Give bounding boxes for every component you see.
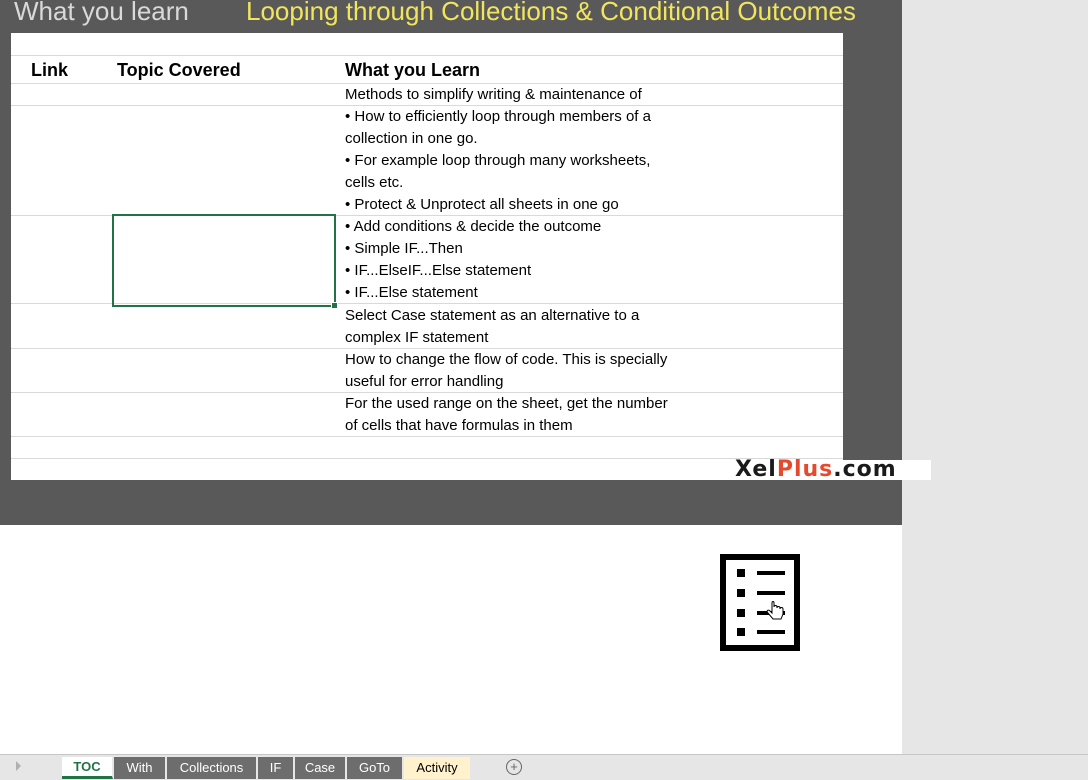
tab-goto[interactable]: GoTo <box>347 757 403 779</box>
scroll-tabs-arrow-icon[interactable] <box>16 761 21 771</box>
cell-text[interactable]: • Protect & Unprotect all sheets in one go <box>345 196 619 213</box>
fill-handle[interactable] <box>331 302 338 309</box>
cell-text[interactable]: Select Case statement as an alternative to a <box>345 307 640 324</box>
cell-text[interactable]: • Simple IF...Then <box>345 240 463 257</box>
list-checklist-icon[interactable] <box>720 554 800 651</box>
cell-text[interactable]: collection in one go. <box>345 130 478 147</box>
column-header-topic: Topic Covered <box>117 60 241 80</box>
outside-sheet-area <box>902 0 1088 754</box>
cell-text[interactable]: For the used range on the sheet, get the number <box>345 395 668 412</box>
logo-part1: Xel <box>735 457 777 482</box>
tab-case[interactable]: Case <box>295 757 346 779</box>
tab-activity[interactable]: Activity <box>404 757 471 779</box>
cell-text[interactable]: of cells that have formulas in them <box>345 417 573 434</box>
column-header-learn: What you Learn <box>345 60 481 80</box>
cell-text[interactable]: • For example loop through many worksheets, <box>345 152 651 169</box>
cell-text[interactable]: • Add conditions & decide the outcome <box>345 218 602 235</box>
cell-text[interactable]: • IF...Else statement <box>345 284 478 301</box>
add-sheet-icon[interactable]: + <box>506 759 522 775</box>
sheet-tab-bar <box>0 754 1088 780</box>
cell-text[interactable]: • How to efficiently loop through members of a <box>345 108 651 125</box>
logo-part3: .com <box>833 457 897 482</box>
row-divider <box>11 55 843 56</box>
selected-cell[interactable] <box>112 214 336 307</box>
cell-text[interactable]: How to change the flow of code. This is specially <box>345 351 668 368</box>
row-divider <box>11 458 843 459</box>
cell-text[interactable]: useful for error handling <box>345 373 504 390</box>
cell-text[interactable]: cells etc. <box>345 174 404 191</box>
logo-part2: Plus <box>776 457 834 482</box>
header-left-title: What you learn <box>14 0 189 26</box>
tab-collections[interactable]: Collections <box>167 757 257 779</box>
tab-with[interactable]: With <box>114 757 166 779</box>
column-header-link: Link <box>31 60 69 80</box>
cell-text[interactable]: complex IF statement <box>345 329 489 346</box>
cell-text[interactable]: Methods to simplify writing & maintenance of <box>345 86 642 103</box>
header-right-title: Looping through Collections & Conditional Outcomes <box>246 0 856 26</box>
toc-table <box>11 33 843 480</box>
tab-toc[interactable]: TOC <box>62 757 113 779</box>
xelplus-logo <box>735 457 931 482</box>
cell-text[interactable]: • IF...ElseIF...Else statement <box>345 262 532 279</box>
tab-if[interactable]: IF <box>258 757 294 779</box>
